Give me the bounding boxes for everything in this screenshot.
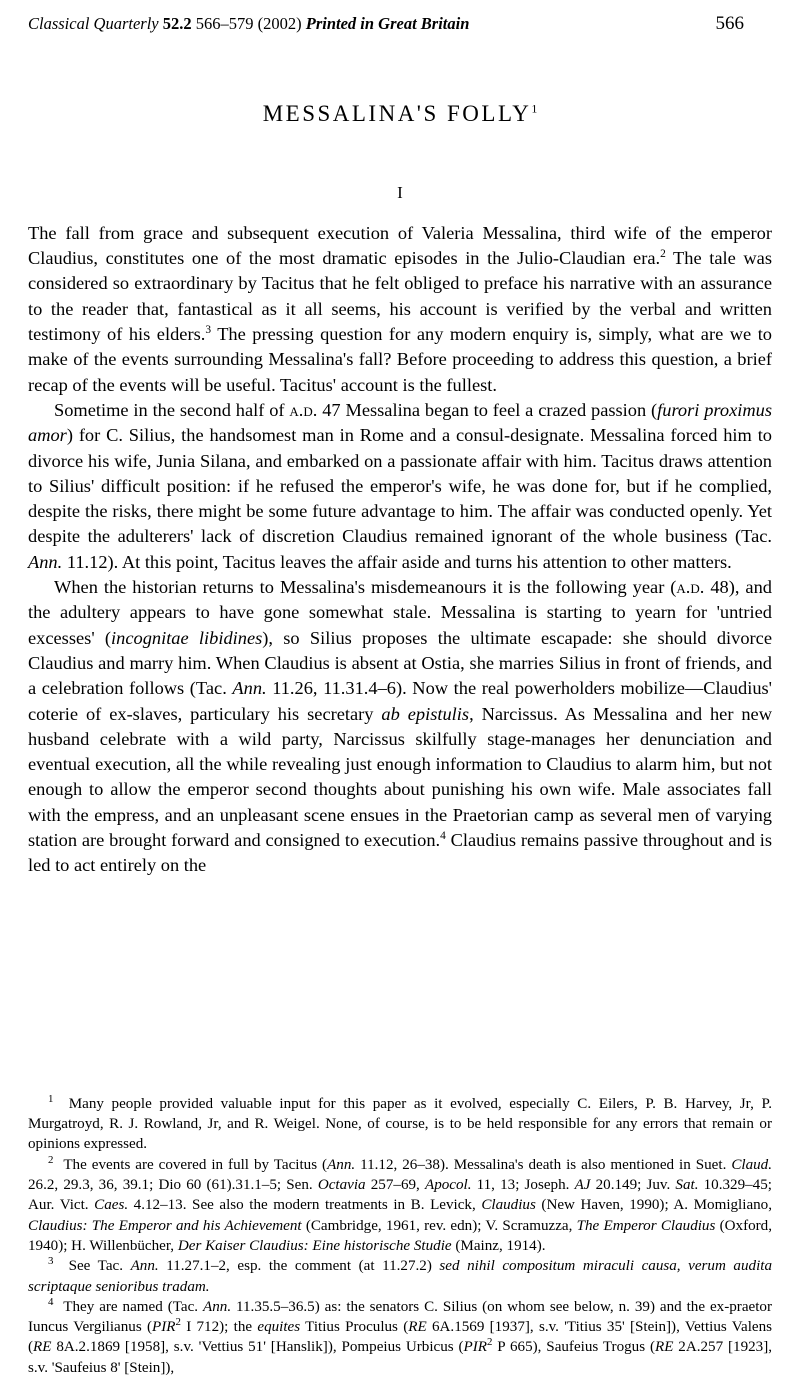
- footnotes-block: [28, 1086, 772, 1378]
- footnote: $^4$ They are named (Tac. Ann. 11.35.5–36.5) as: the senators C. Silius (on whom see below, n. 39) and the ex-praetor Iuncus Vergilianus (PIR$^2$ I 712); the equites Titius Proculus (RE 6A.1569 [1937], s.v. 'Titius 35' [Stein]), Vettius Valens (RE 8A.2.1869 [1958], s.v. 'Vettius 51' [Hanslik]), Pompeius Urbicus (PIR$^2$ P 665), Saufeius Trogus (RE 2A.257 [1923], s.v. 'Saufeius 8' [Stein]),: [28, 1295, 773, 1376]
- article-title: MESSALINA'S FOLLY: [262, 100, 532, 126]
- journal-title: Classical Quarterly: [28, 14, 159, 33]
- page-number: 566: [715, 13, 744, 34]
- running-head: [28, 14, 772, 35]
- journal-volume: 52.2: [162, 14, 192, 33]
- journal-pages: 566–579: [195, 14, 254, 33]
- paragraph: Sometime in the second half of a.d. 47 Messalina began to feel a crazed passion (furori proximus amor) for C. Silius, the handsomest man in Rome and a consul-designate. Messalina forced him to divorce his wife, Junia Silana, and embarked on a passionate affair with him. Tacitus draws attention to Silius' difficult position: if he refused the emperor's wife, he was done for, but if he complied, despite the risks, there might be some future advantage to him. The affair was conducted openly. Yet despite the adulterers' lack of discretion Claudius remained ignorant of the whole business (Tac. Ann. 11.12). At this point, Tacitus leaves the affair aside and turns his attention to other matters.: [28, 399, 773, 572]
- section-number: I: [397, 182, 403, 202]
- imprint-note: Printed in Great Britain: [305, 14, 470, 33]
- page-title: [28, 101, 772, 127]
- running-head-citation: [28, 15, 469, 33]
- journal-year: (2002): [257, 14, 302, 33]
- paragraph: The fall from grace and subsequent execution of Valeria Messalina, third wife of the emperor Claudius, constitutes one of the most dramatic episodes in the Julio-Claudian era.$^2$ The tale was considered so extraordinary by Tacitus that he felt obliged to preface his narrative with an assurance to the reader that, fantastical as it all seems, his account is verified by the verbal and written testimony of his elders.$^3$ The pressing question for any modern enquiry is, simply, what are we to make of the events surrounding Messalina's fall? Before proceeding to address this question, a brief recap of the events will be useful. Tacitus' account is the fullest.: [28, 222, 772, 395]
- footnote: $^1$ Many people provided valuable input for this paper as it evolved, especially C. Eilers, P. B. Harvey, Jr, P. Murgatroyd, R. J. Rowland, Jr, and R. Weigel. None, of course, is to be held responsible for any errors that remain or opinions expressed.: [28, 1092, 772, 1153]
- title-footnote-marker: 1: [531, 101, 538, 116]
- paragraph: When the historian returns to Messalina's misdemeanours it is the following year (a.d. 48), and the adultery appears to have gone somewhat stale. Messalina is starting to yearn for 'untried excesses' (incognitae libidines), so Silius proposes the ultimate escapade: she should divorce Claudius and marry him. When Claudius is absent at Ostia, she marries Silius in front of friends, and a celebration follows (Tac. Ann. 11.26, 11.31.4–6). Now the real powerholders mobilize—Claudius' coterie of ex-slaves, particulary his secretary ab epistulis, Narcissus. As Messalina and her new husband celebrate with a wild party, Narcissus skilfully stage-manages her denunciation and eventual execution, all the while revealing just enough information to Claudius to alarm him, but not enough to allow the emperor second thoughts about punishing his own wife. Male associates fall with the empress, and an unpleasant scene ensues in the Praetorian camp as several men of varying station are brought forward and consigned to execution.$^4$ Claudius remains passive throughout and is led to act entirely on the: [28, 577, 773, 876]
- footnote: $^3$ See Tac. Ann. 11.27.1–2, esp. the comment (at 11.27.2) sed nihil compositum miraculi causa, verum audita scriptaque senioribus tradam.: [28, 1255, 773, 1295]
- article-body: [28, 221, 772, 879]
- footnote: $^2$ The events are covered in full by Tacitus (Ann. 11.12, 26–38). Messalina's death is also mentioned in Suet. Claud. 26.2, 29.3, 36, 39.1; Dio 60 (61).31.1–5; Sen. Octavia 257–69, Apocol. 11, 13; Joseph. AJ 20.149; Juv. Sat. 10.329–45; Aur. Vict. Caes. 4.12–13. See also the modern treatments in B. Levick, Claudius (New Haven, 1990); A. Momigliano, Claudius: The Emperor and his Achievement (Cambridge, 1961, rev. edn); V. Scramuzza, The Emperor Claudius (Oxford, 1940); H. Willenbücher, Der Kaiser Claudius: Eine historische Studie (Mainz, 1914).: [28, 1153, 773, 1254]
